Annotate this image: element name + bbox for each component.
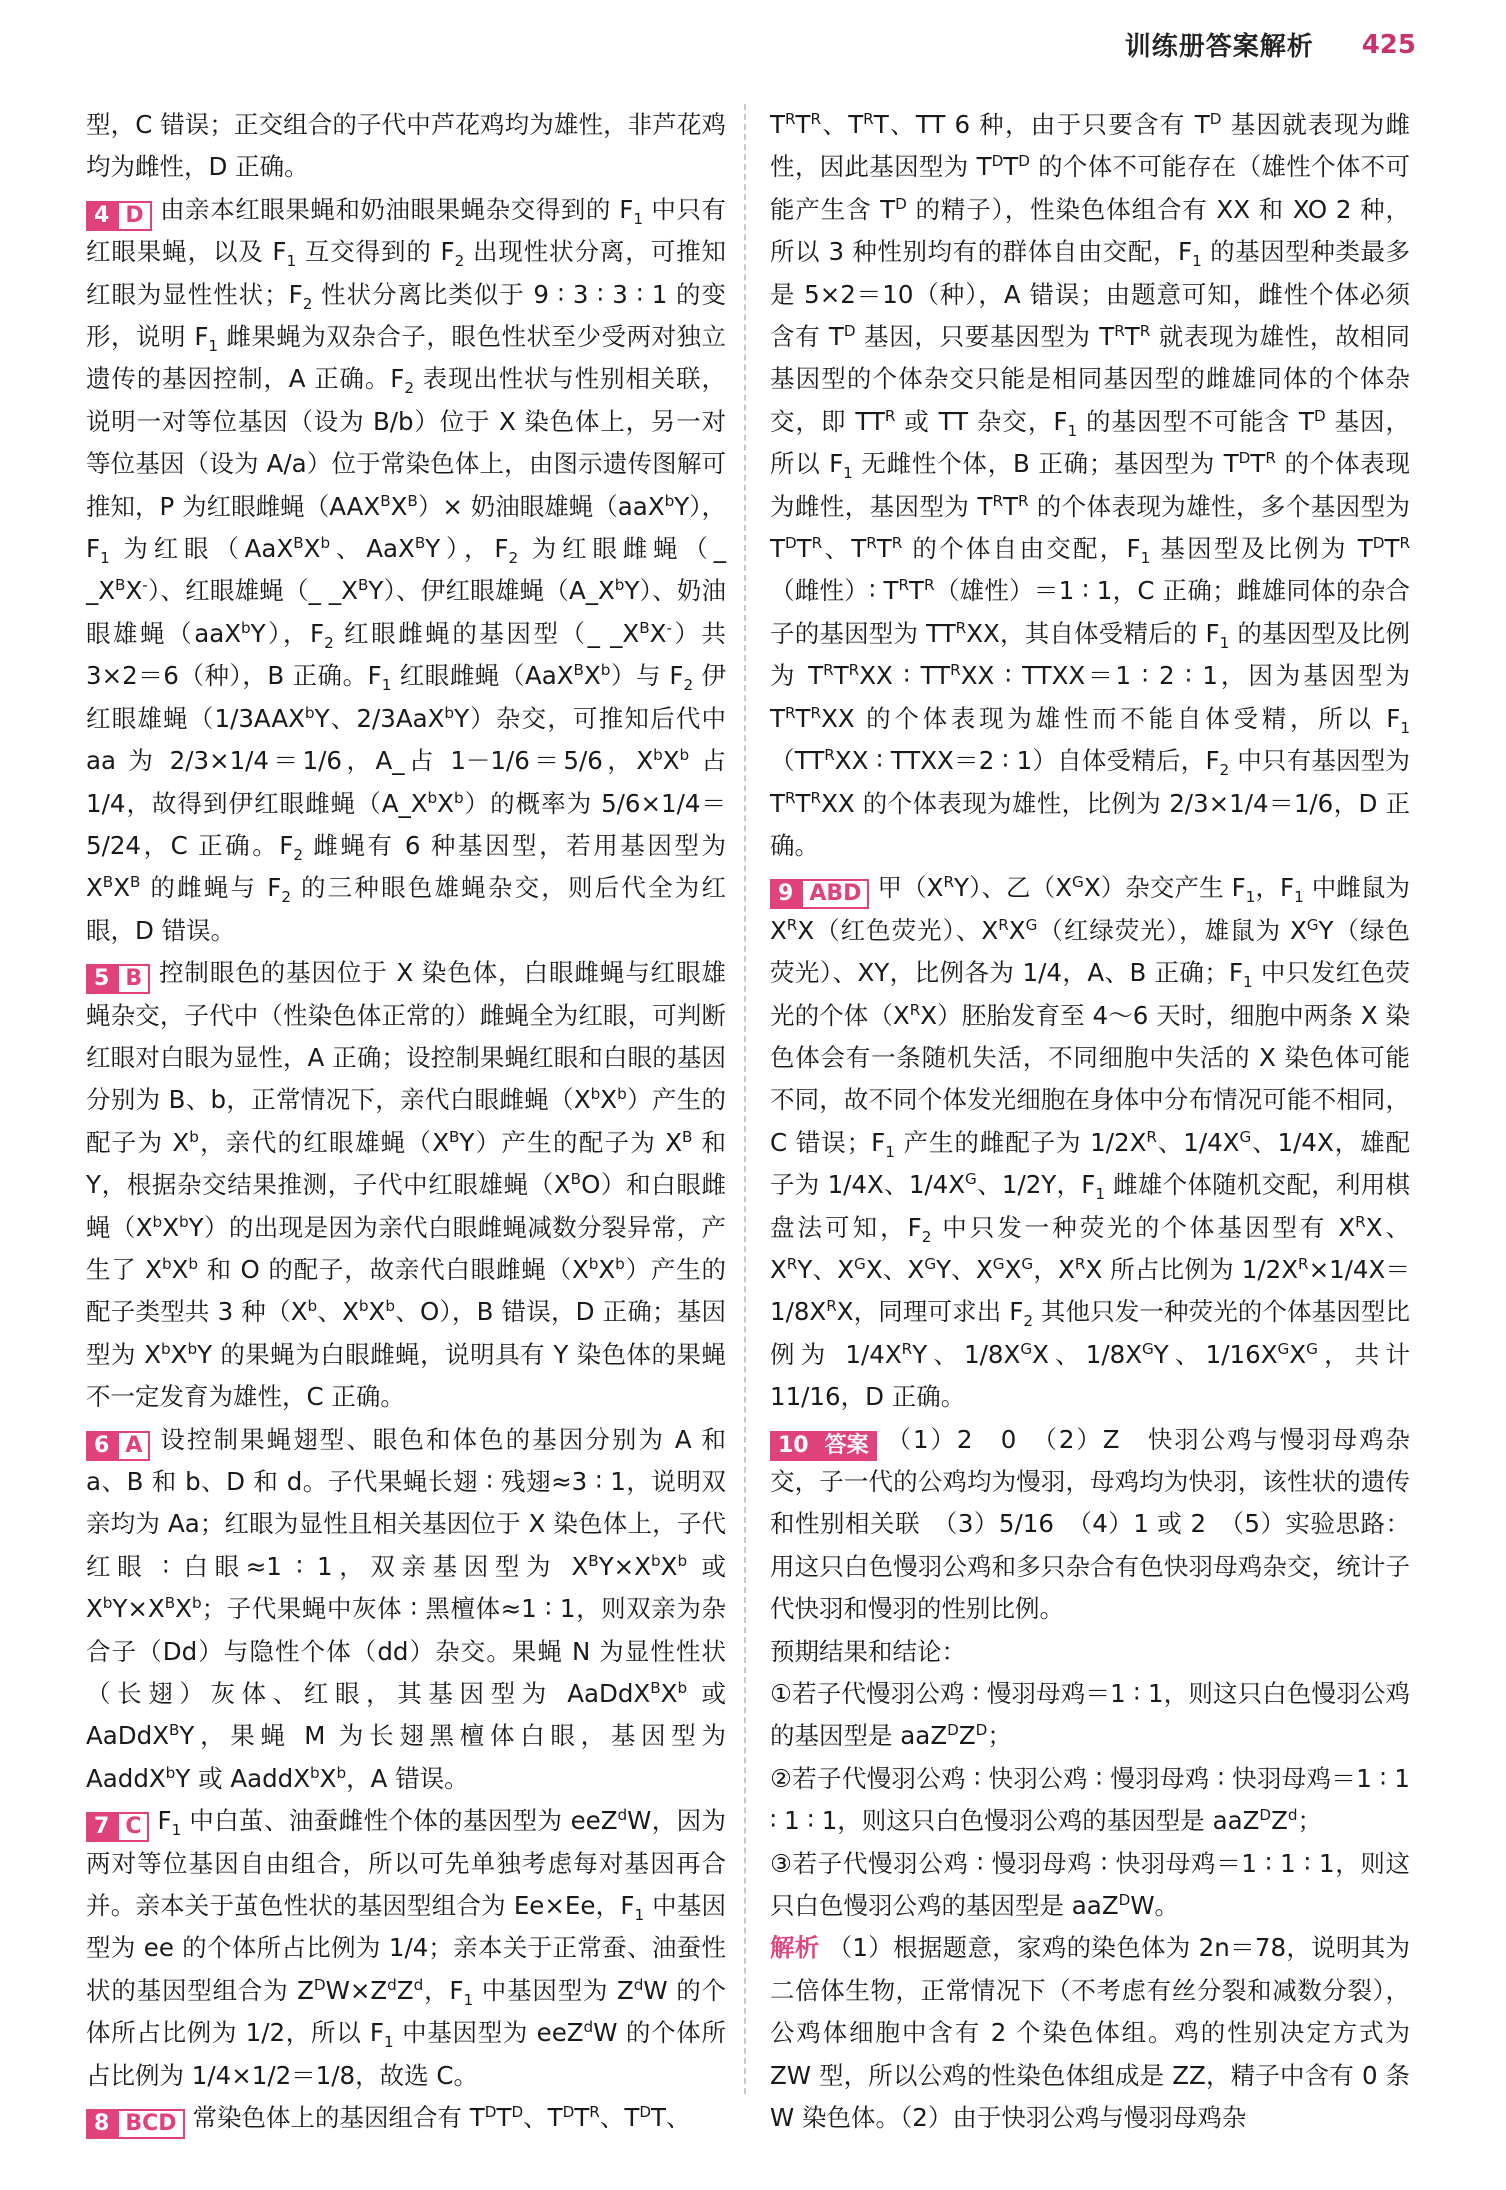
header-title: 训练册答案解析 (1124, 32, 1314, 62)
question-label: 6 A (86, 1431, 150, 1461)
answer-10: 10 答案 （1）2 0 （2）Z 快羽公鸡与慢羽母鸡杂交，子一代的公鸡均为慢羽，母鸡均为快羽，该性状的遗传和性别相关联 （3）5/16 （4）1 或 2 （5）实验思路：用这只白色慢羽公鸡和多只杂合有色快羽母鸡杂交，统计子代快羽和慢羽的性别比例。 (770, 1424, 1410, 1624)
answer-4: 4 D 由亲本红眼果蝇和奶油眼果蝇杂交得到的 $F_1$ 中只有红眼果蝇，以及 $F_1$ 互交得到的 $F_2$ 出现性状分离，可推知红眼为显性性状；$F_2$ 性状分离比类似于 9 ∶ 3 ∶ 3 ∶ 1 的变形，说明 $F_1$ 雌果蝇为双杂合子，眼色性状至少受两对独立遗传的基因控制，A 正确。$F_2$ 表现出性状与性别相关联，说明一对等位基因（设为 B/b）位于 X 染色体上，另一对等位基因（设为 A/a）位于常染色体上，由图示遗传图解可推知，P 为红眼雌蝇$(AAX^BX^B)\times$ 奶油眼雄蝇（aaX$^b$Y），$F_1$ 为红眼（$AaX^BX^b$、AaX$^B$Y），$F_2$ 为红眼雌蝇（_ $\_X^BX^-$）、红眼雄蝇（_ $\_X^BY$）、伊红眼雄蝇$(A\_X^bY)$、奶油眼雄蝇（aaX$^b$Y），$F_2$ 红眼雌蝇的基因型（_ $\_X^BX^-$）共 3×2＝6（种），B 正确。$F_1$ 红眼雌蝇$(AaX^BX^b)$与 $F_2$ 伊红眼雄蝇（1/3AAX$^b$Y、2/3AaX$^b$Y）杂交，可推知后代中 aa 为 2/3×1/4＝1/6，A_占 1－1/6＝5/6，$X^bX^b$ 占 1/4，故得到伊红眼雌蝇$(A\_X^bX^b)$的概率为 5/6×1/4＝5/24，C 正确。$F_2$ 雌蝇有 6 种基因型，若用基因型为 $X^BX^B$ 的雌蝇与 $F_2$ 的三种眼色雄蝇杂交，则后代全为红眼，D 错误。 (86, 194, 727, 945)
question-label: 4 D (86, 201, 152, 231)
left-column (86, 104, 726, 2140)
conclusion-3: ③若子代慢羽公鸡 ∶ 慢羽母鸡 ∶ 快羽母鸡＝1 ∶ 1 ∶ 1，则这只白色慢羽公鸡的基因型是 aaZ$^D$W。 (770, 1848, 1410, 1921)
answer-7: 7 C $F_1$ 中白茧、油蚕雌性个体的基因型为 eeZ$^d$W，因为两对等位基因自由组合，所以可先单独考虑每对基因再合并。亲本关于茧色性状的基因型组合为 Ee×Ee，$F_1$ 中基因型为 ee 的个体所占比例为 1/4；亲本关于正常蚕、油蚕性状的基因型组合为 $Z^DW\times Z^dZ^d$，$F_1$ 中基因型为 $Z^dW$ 的个体所占比例为 1/2，所以 $F_1$ 中基因型为 eeZ$^d$W 的个体所占比例为 1/4×1/2＝1/8，故选 C。 (86, 1806, 727, 2090)
right-column (770, 104, 1410, 2140)
answer-8: 8 BCD 常染色体上的基因组合有 $T^DT^D$、$T^DT^R$、$T^DT$、 (86, 2097, 726, 2139)
paragraph-continuation: 型，C 错误；正交组合的子代中芦花鸡均为雄性，非芦花鸡均为雌性，D 正确。 (86, 110, 726, 182)
conclusion-1: ①若子代慢羽公鸡 ∶ 慢羽母鸡＝1 ∶ 1，则这只白色慢羽公鸡的基因型是 $aaZ^DZ^D$； (770, 1679, 1410, 1751)
question-label: 10 答案 (770, 1431, 877, 1461)
column-divider (744, 104, 746, 2094)
question-label: 8 BCD (86, 2109, 185, 2139)
page-number: 425 (1361, 29, 1416, 60)
answer-8-continued: $T^RT^R$、$T^RT$、TT 6 种，由于只要含有 $T^D$ 基因就表现为雌性，因此基因型为 $T^DT^D$ 的个体不可能存在（雄性个体不可能产生含 $T^D$ 的精子），性染色体组合有 XX 和 XO 2 种，所以 3 种性别均有的群体自由交配，$F_1$ 的基因型种类最多是 5×2＝10（种），A 错误；由题意可知，雌性个体必须含有 $T^D$ 基因，只要基因型为 $T^RT^R$ 就表现为雄性，故相同基因型的个体杂交只能是相同基因型的雌雄同体的个体杂交，即 $TT^R$ 或 TT 杂交，$F_1$ 的基因型不可能含 $T^D$ 基因，所以 $F_1$ 无雌性个体，B 正确；基因型为 $T^DT^R$ 的个体表现为雌性，基因型为 $T^RT^R$ 的个体表现为雄性，多个基因型为 $T^DT^R$、$T^RT^R$ 的个体自由交配，$F_1$ 基因型及比例为 $T^DT^R$（雌性）∶ $T^RT^R$（雄性）＝1 ∶ 1，C 正确；雌雄同体的杂合子的基因型为 $TT^RXX$，其自体受精后的 $F_1$ 的基因型及比例为 $T^RT^RXX$ ∶ $TT^RXX$ ∶ TTXX＝1 ∶ 2 ∶ 1，因为基因型为 $T^RT^RXX$ 的个体表现为雄性而不能自体受精，所以 $F_1(TT^RXX$ ∶ TTXX＝2 ∶ 1）自体受精后，$F_2$ 中只有基因型为 $T^RT^RXX$ 的个体表现为雄性，比例为 2/3×1/4＝1/6，D 正确。 (770, 109, 1410, 860)
predict-title: 预期结果和结论： (770, 1636, 966, 1666)
question-label: 9 ABD (770, 879, 869, 909)
answer-6: 6 A 设控制果蝇翅型、眼色和体色的基因分别为 A 和 a、B 和 b、D 和 d。子代果蝇长翅 ∶ 残翅≈3 ∶ 1，说明双亲均为 Aa；红眼为显性且相关基因位于 X 染色体上，子代红眼 ∶ 白眼≈1 ∶ 1，双亲基因型为 $X^BY\times X^bX^b$ 或 $X^bY\times X^BX^b$；子代果蝇中灰体 ∶ 黑檀体≈1 ∶ 1，则双亲为杂合子（Dd）与隐性个体（dd）杂交。果蝇 N 为显性性状（长翅）灰体、红眼，其基因型为 $AaDdX^BX^b$ 或 AaDdX$^B$Y，果蝇 M 为长翅黑檀体白眼，基因型为 AaddX$^b$Y 或 $AaddX^bX^b$，A 错误。 (86, 1424, 726, 1793)
question-label: 5 B (86, 964, 150, 994)
analysis-tag: 解析 (770, 1933, 820, 1963)
question-label: 7 C (86, 1812, 149, 1842)
conclusion-2: ②若子代慢羽公鸡 ∶ 快羽公鸡 ∶ 慢羽母鸡 ∶ 快羽母鸡＝1 ∶ 1 ∶ 1 ∶ 1，则这只白色慢羽公鸡的基因型是 $aaZ^DZ^d$； (770, 1763, 1410, 1836)
page-header (1125, 26, 1416, 63)
answer-9: 9 ABD 甲$(X^RY)$、乙$(X^GX)$杂交产生 $F_1$，$F_1$ 中雌鼠为 $X^RX$（红色荧光）、$X^RX^G$（红绿荧光），雄鼠为 $X^GY$（绿色荧光）、XY，比例各为 1/4，A、B 正确；$F_1$ 中只发红色荧光的个体$(X^RX)$胚胎发育至 4～6 天时，细胞中两条 X 染色体会有一条随机失活，不同细胞中失活的 X 染色体可能不同，故不同个体发光细胞在身体中分布情况可能不相同，C 错误；$F_1$ 产生的雌配子为 $1/2X^R$、$1/4X^G$、1/4X，雄配子为 1/4X、$1/4X^G$、1/2Y，$F_1$ 雌雄个体随机交配，利用棋盘法可知，$F_2$ 中只发一种荧光的个体基因型有 $X^RX$、$X^RY$、$X^GX$、$X^GY$、$X^GX^G$，$X^RX$ 所占比例为 $1/2X^R\times 1/4X=1/8X^RX$，同理可求出 $F_2$ 其他只发一种荧光的个体基因型比例为 $1/4X^RY$、$1/8X^GX$、$1/8X^GY$、$1/16X^GX^G$，共计 11/16，D 正确。 (770, 873, 1411, 1412)
answer-5: 5 B 控制眼色的基因位于 X 染色体，白眼雌蝇与红眼雄蝇杂交，子代中（性染色体正常的）雌蝇全为红眼，可判断红眼对白眼为显性，A 正确；设控制果蝇红眼和白眼的基因分别为 B、b，正常情况下，亲代白眼雌蝇$(X^bX^b)$产生的配子为 $X^b$，亲代的红眼雄蝇$(X^BY)$产生的配子为 $X^B$ 和 Y，根据杂交结果推测，子代中红眼雄蝇$(X^BO)$和白眼雌蝇$(X^bX^bY)$的出现是因为亲代白眼雌蝇减数分裂异常，产生了 $X^bX^b$ 和 O 的配子，故亲代白眼雌蝇$(X^bX^b)$产生的配子类型共 3 种（$X^b$、$X^bX^b$、O），B 错误，D 正确；基因型为 $X^bX^bY$ 的果蝇为白眼雌蝇，说明具有 Y 染色体的果蝇不一定发育为雄性，C 正确。 (86, 958, 726, 1412)
analysis-10: 解析 （1）根据题意，家鸡的染色体为 2n＝78，说明其为二倍体生物，正常情况下（不考虑有丝分裂和减数分裂），公鸡体细胞中含有 2 个染色体组。鸡的性别决定方式为 ZW 型，所以公鸡的性染色体组成是 ZZ，精子中含有 0 条 W 染色体。（2）由于快羽公鸡与慢羽母鸡杂 (770, 1933, 1410, 2133)
